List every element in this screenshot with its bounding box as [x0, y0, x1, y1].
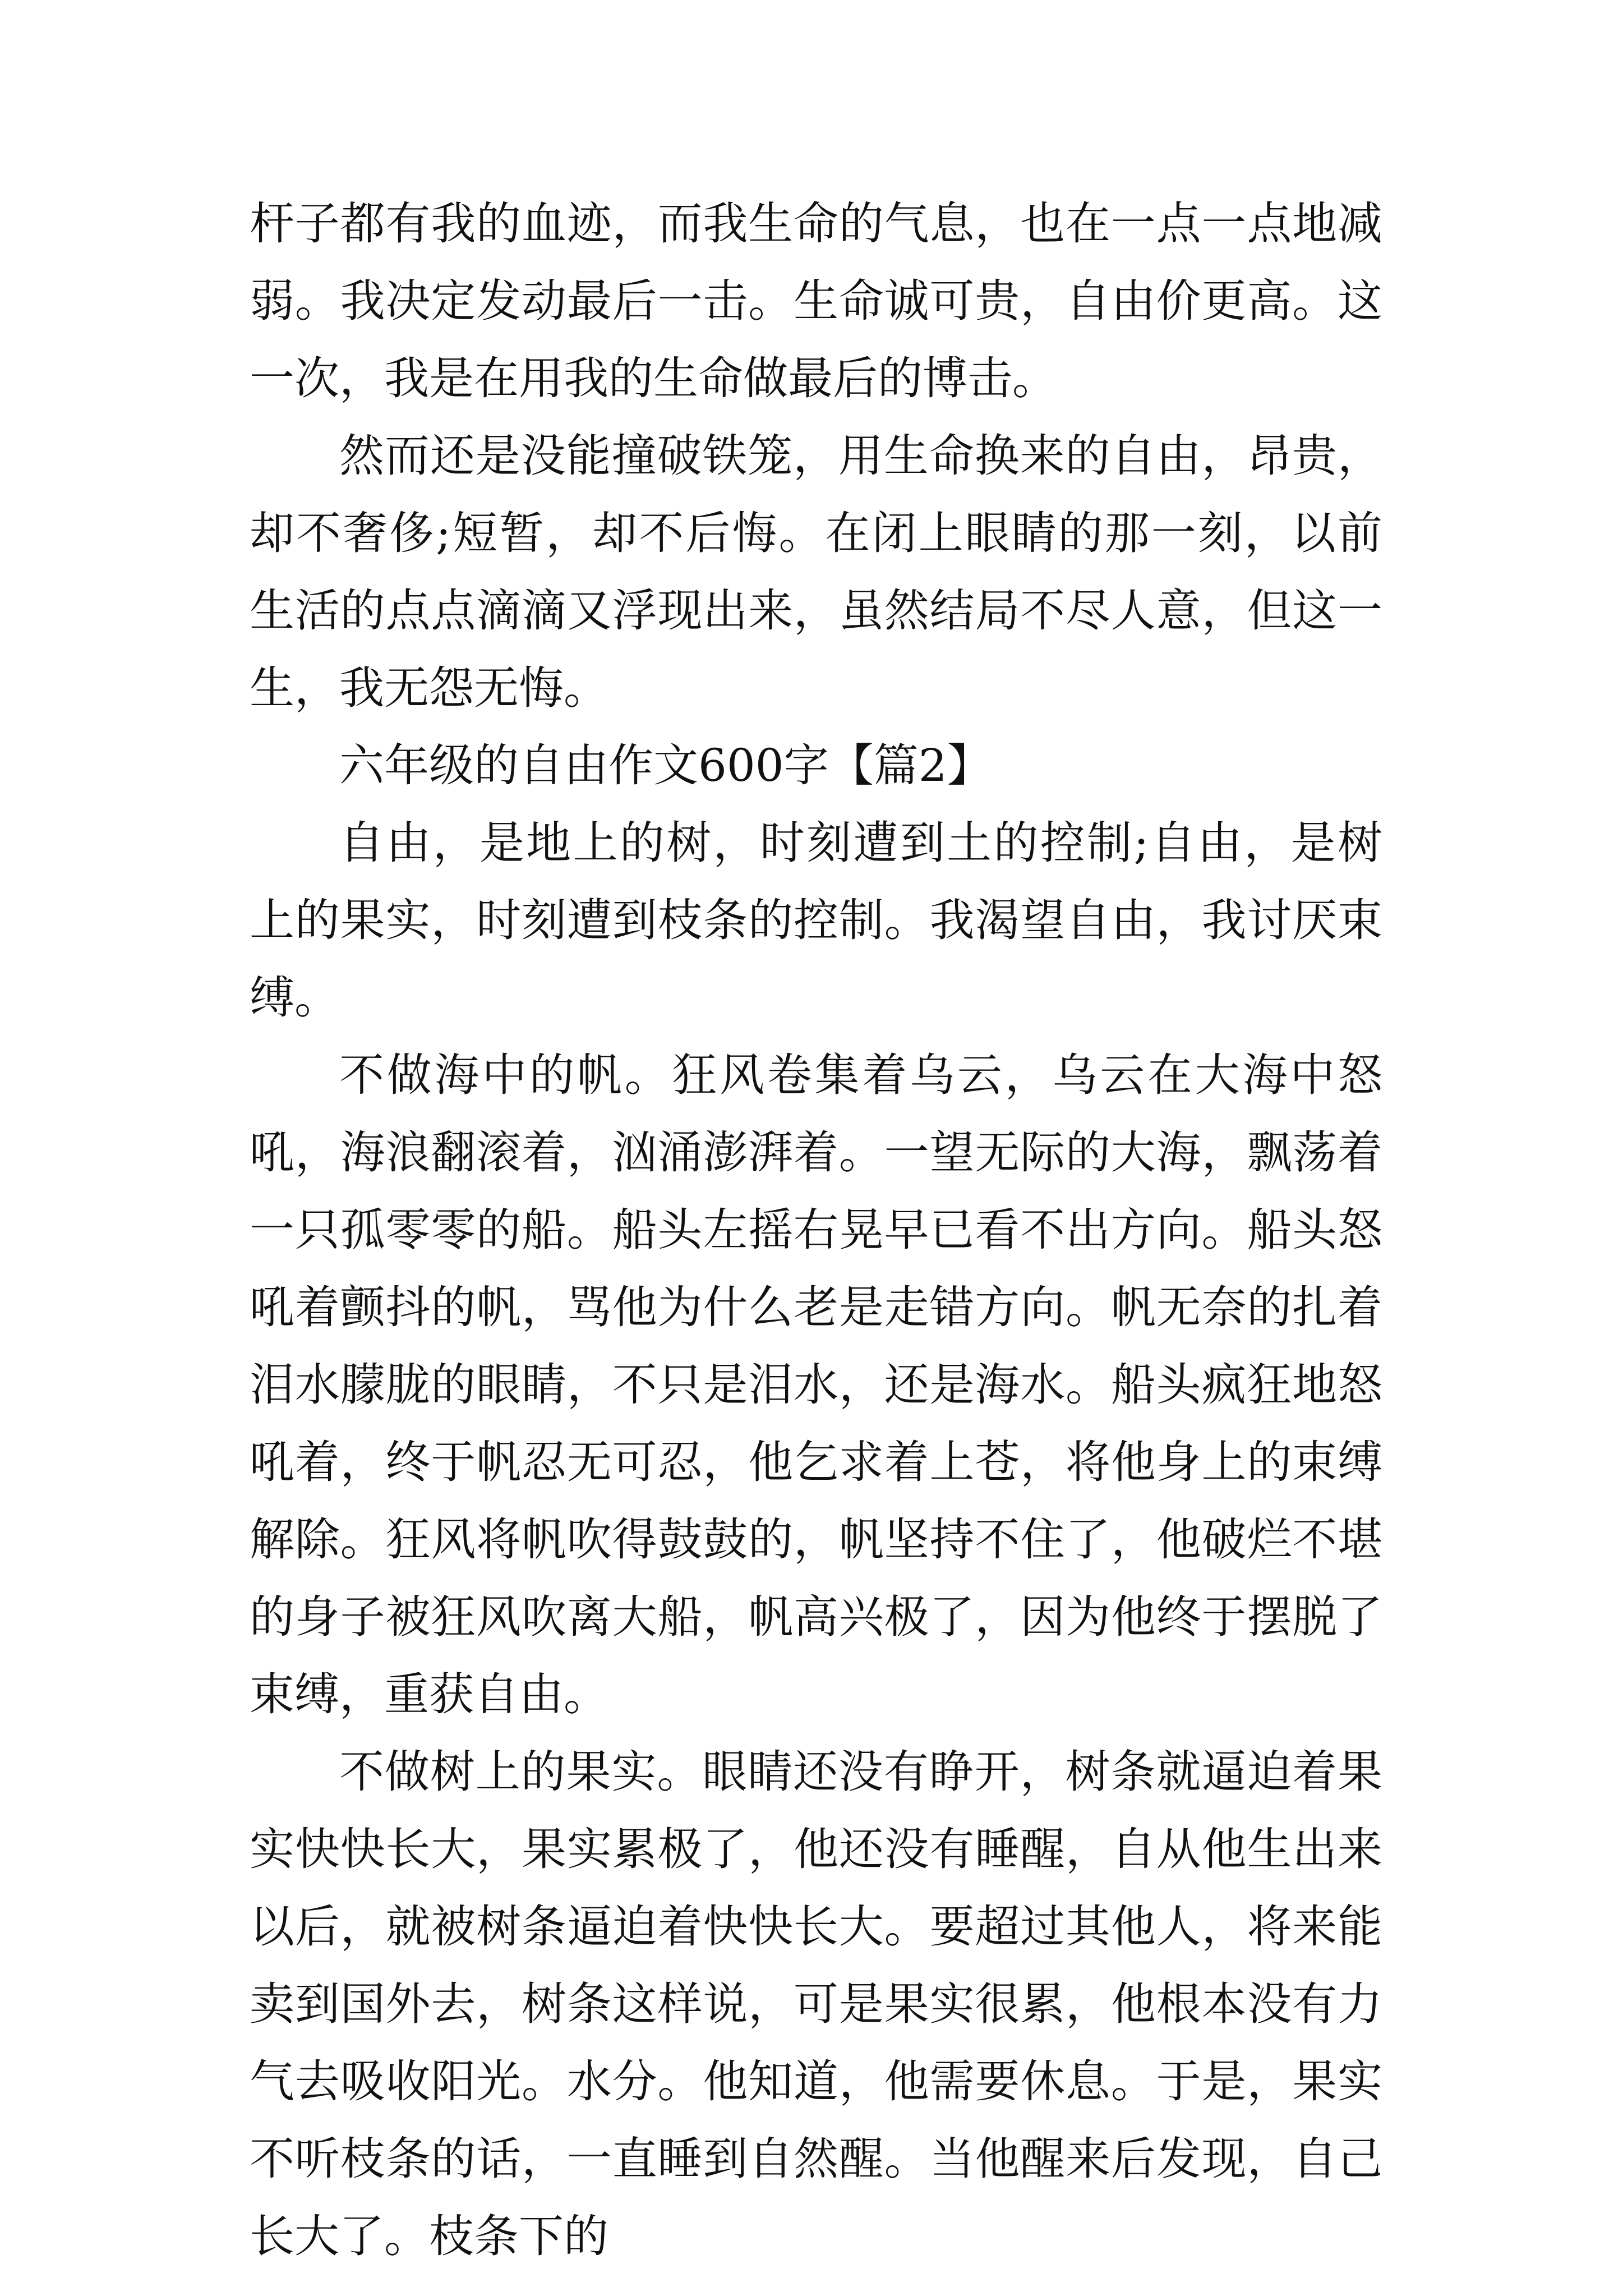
paragraph: 不做海中的帆。狂风卷集着乌云，乌云在大海中怒吼，海浪翻滚着，汹涌澎湃着。一望无际的大海，飘荡着一只孤零零的船。船头左摇右晃早已看不出方向。船头怒吼着颤抖的帆，骂他为什么老是走错方向。帆无奈的扎着泪水朦胧的眼睛，不只是泪水，还是海水。船头疯狂地怒吼着，终于帆忍无可忍，他乞求着上苍，将他身上的束缚解除。狂风将帆吹得鼓鼓的，帆坚持不住了，他破烂不堪的身子被狂风吹离大船，帆高兴极了，因为他终于摆脱了束缚，重获自由。: [250, 1049, 1382, 1720]
paragraph: 然而还是没能撞破铁笼，用生命换来的自由，昂贵，却不奢侈;短暂，却不后悔。在闭上眼睛的那一刻，以前生活的点点滴滴又浮现出来，虽然结局不尽人意，但这一生，我无怨无悔。: [250, 430, 1382, 714]
paragraph: 自由，是地上的树，时刻遭到土的控制;自由，是树上的果实，时刻遭到枝条的控制。我渴望自由，我讨厌束缚。: [250, 817, 1382, 1024]
paragraph-continuation: 杆子都有我的血迹，而我生命的气息，也在一点一点地减弱。我决定发动最后一击。生命诚可贵，自由价更高。这一次，我是在用我的生命做最后的博击。: [250, 197, 1382, 404]
section-heading: 六年级的自由作文600字【篇2】: [339, 739, 992, 792]
document-body: [250, 185, 1382, 2275]
paragraph: 不做树上的果实。眼睛还没有睁开，树条就逼迫着果实快快长大，果实累极了，他还没有睡醒，自从他生出来以后，就被树条逼迫着快快长大。要超过其他人，将来能卖到国外去，树条这样说，可是果实很累，他根本没有力气去吸收阳光。水分。他知道，他需要休息。于是，果实不听枝条的话，一直睡到自然醒。当他醒来后发现，自己长大了。枝条下的: [250, 1746, 1382, 2262]
